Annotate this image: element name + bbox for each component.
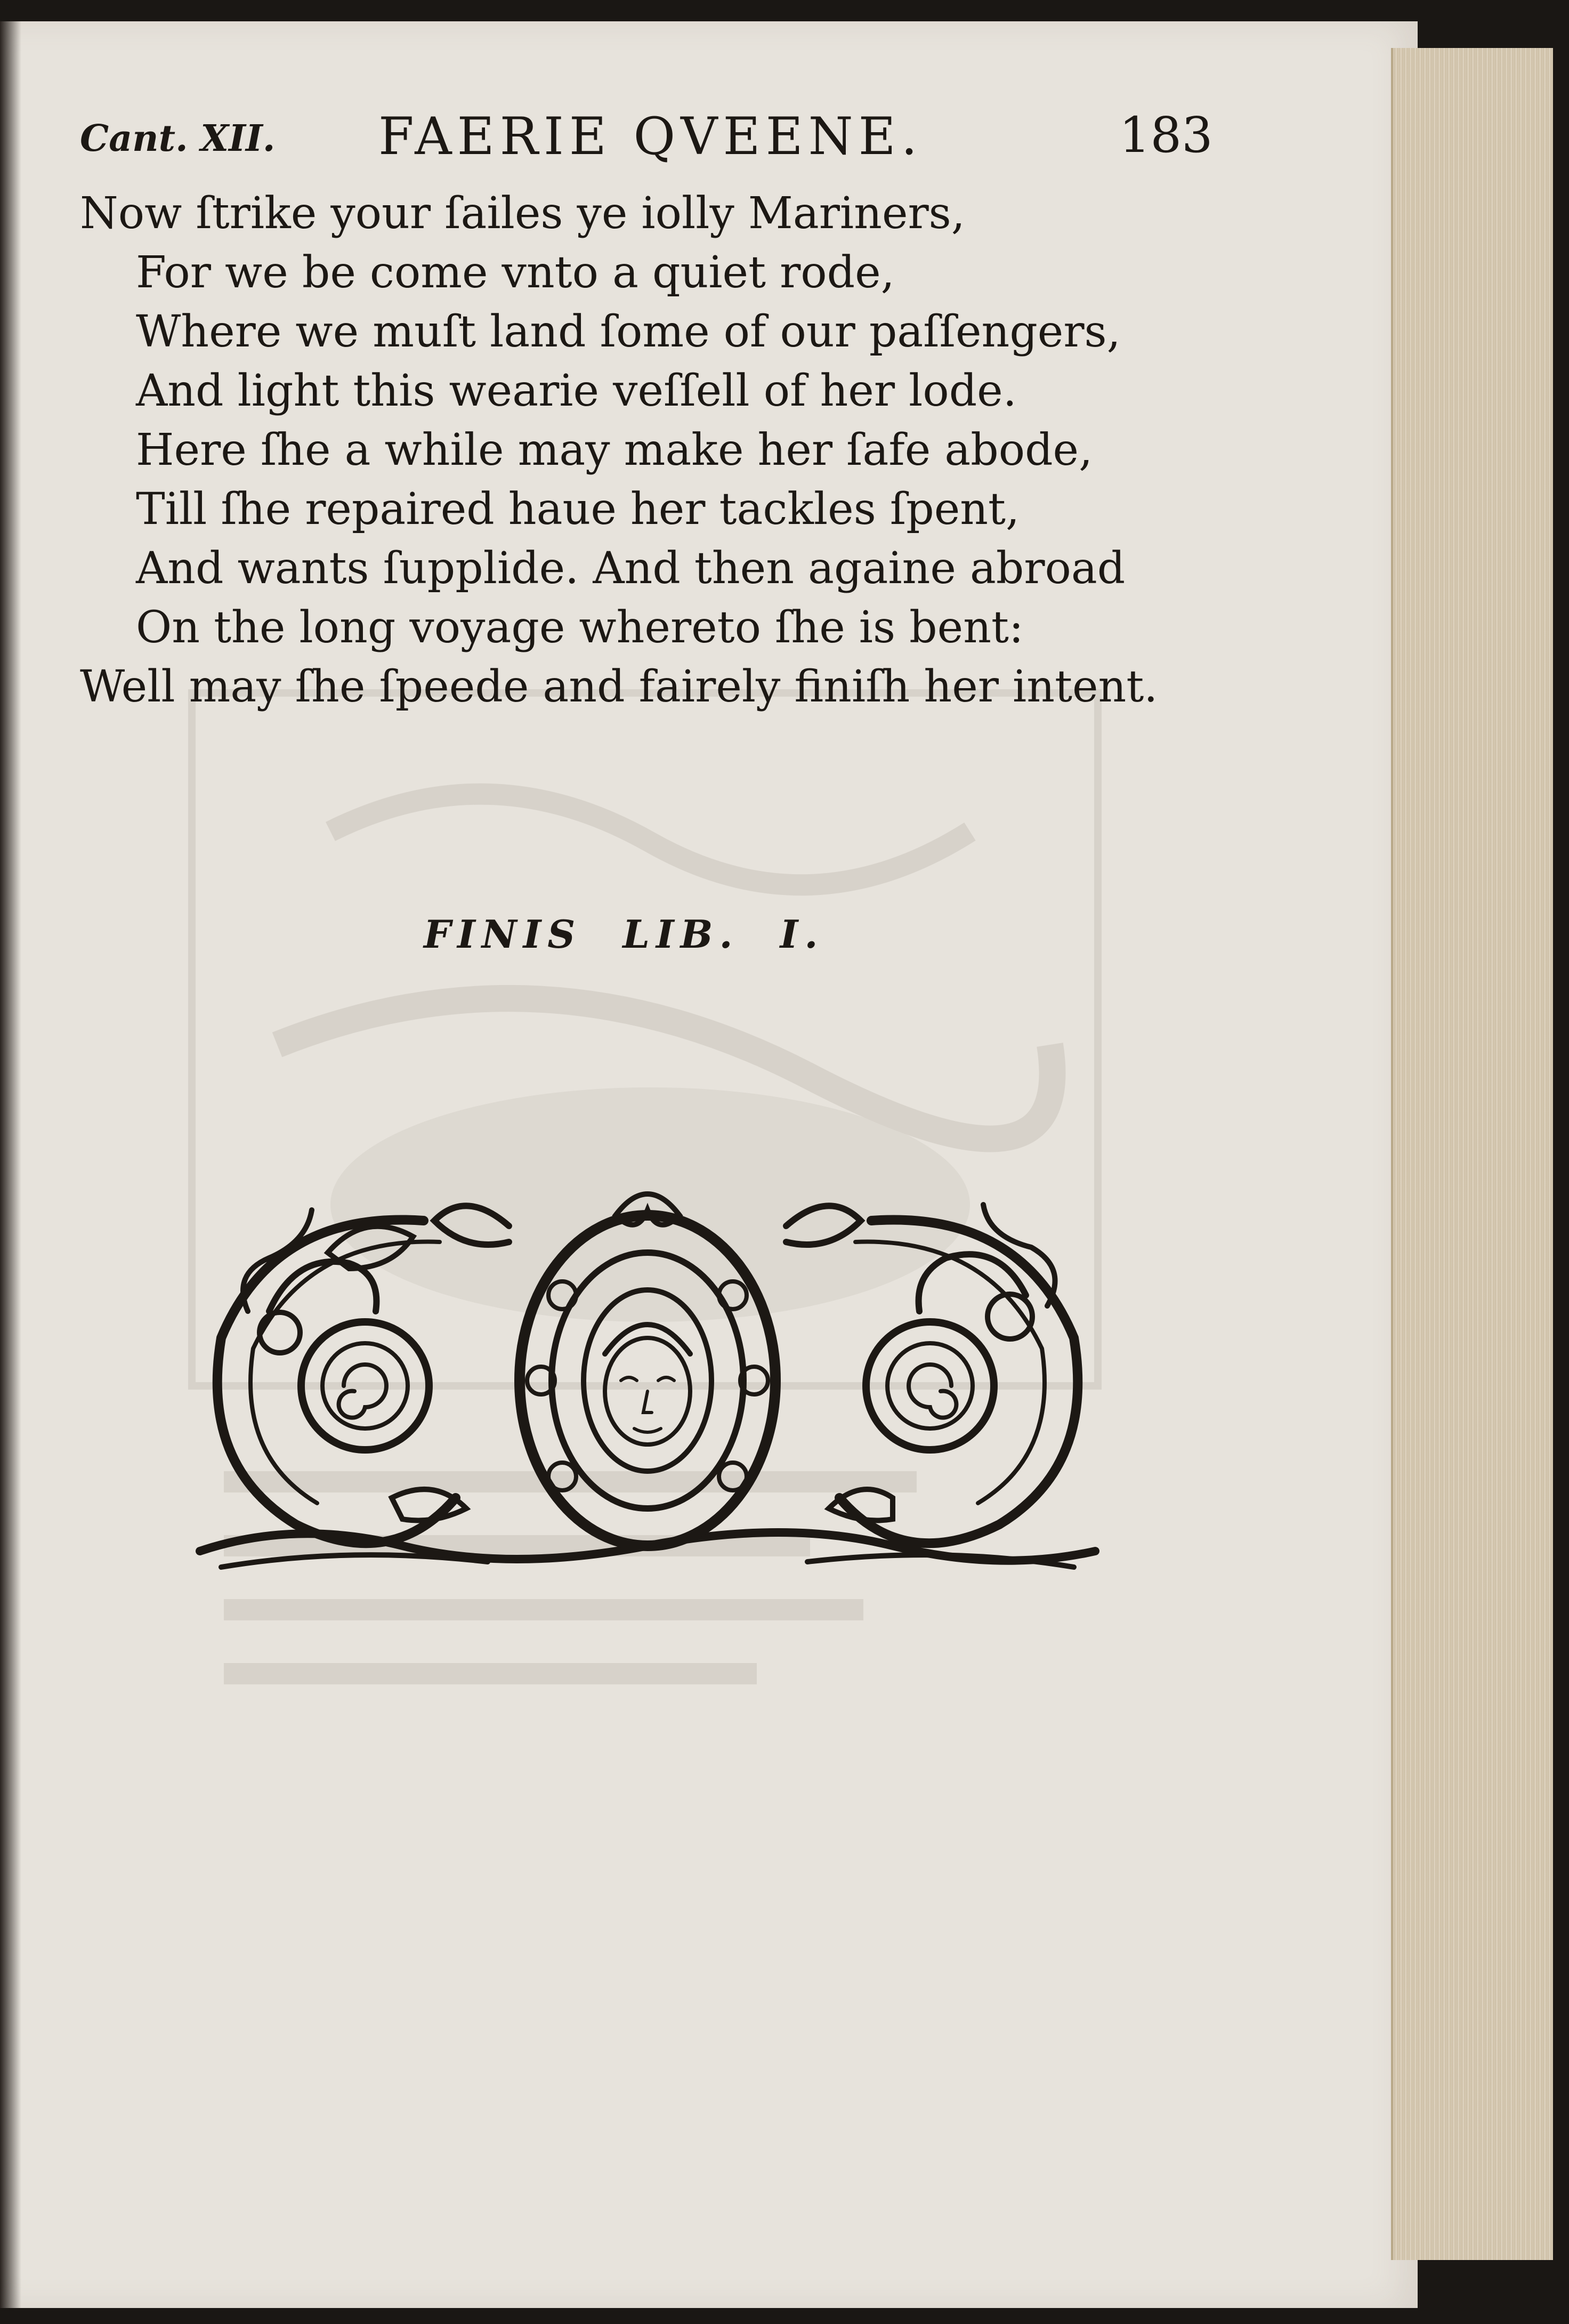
book-title: FAERIE QVEENE.: [378, 107, 923, 166]
page-fore-edge: [1391, 48, 1553, 2260]
verse-line: Now ſtrike your ſailes ye iolly Mariners,: [80, 188, 965, 239]
verse-line: Where we muſt land ſome of our paſſengers,: [136, 306, 1121, 357]
page-number: 183: [1119, 107, 1213, 164]
spine-shadow: [0, 21, 21, 2308]
running-header: [80, 107, 1213, 171]
verse-line: Till ſhe repaired haue her tackles ſpent,: [136, 484, 1020, 535]
verse-stanza: [80, 184, 1158, 716]
finis-colophon: FINIS LIB. I.: [424, 911, 824, 957]
woodcut-tailpiece-icon: [189, 1178, 1106, 1594]
verse-line: And light this wearie veſſell of her lode.: [136, 366, 1017, 416]
verse-line: And wants ſupplide. And then againe abroad: [136, 543, 1126, 594]
verse-line: For we be come vnto a quiet rode,: [136, 247, 895, 298]
verse-line: On the long voyage whereto ſhe is bent:: [136, 602, 1024, 653]
verse-line: Here ſhe a while may make her ſafe abode,: [136, 425, 1093, 475]
canto-heading: Cant. XII.: [80, 117, 276, 160]
verse-line: Well may ſhe ſpeede and fairely finiſh her intent.: [80, 661, 1158, 712]
